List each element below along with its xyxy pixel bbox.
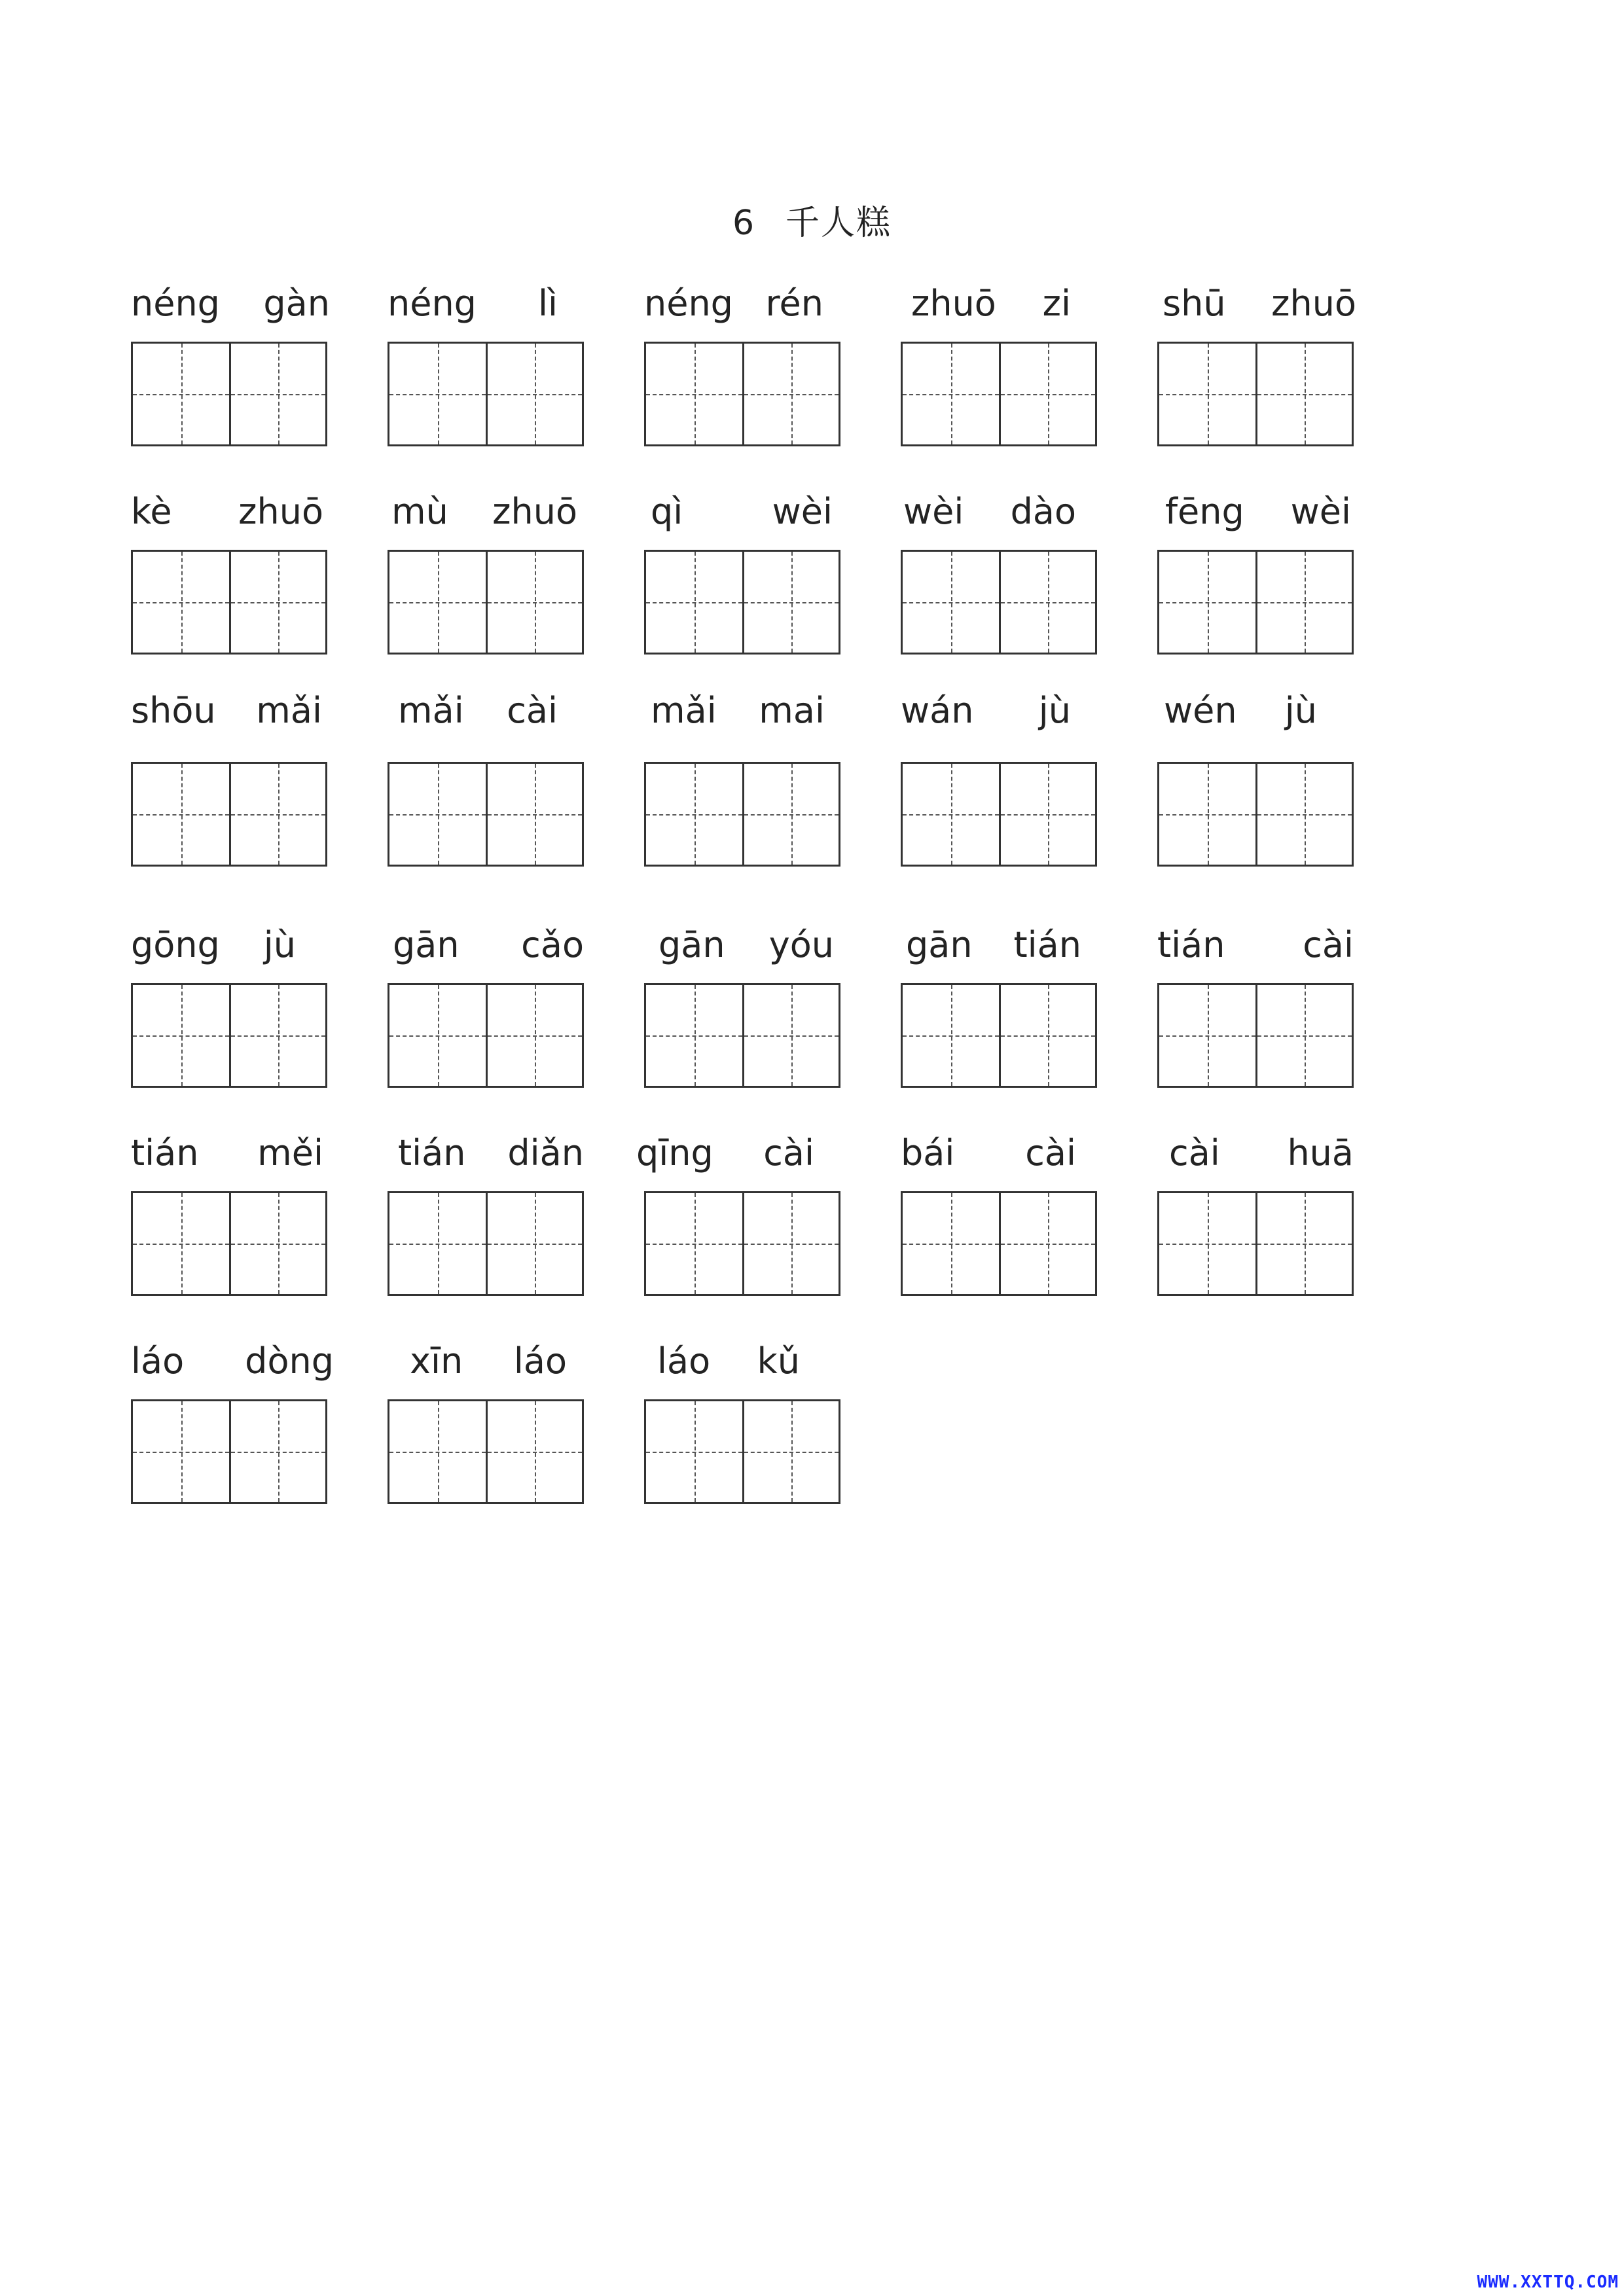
pinyin-label [901, 483, 1100, 535]
pinyin-label [901, 1124, 1100, 1177]
pinyin-syllable-1: tián [398, 1132, 466, 1174]
writing-box-pair[interactable] [1157, 983, 1354, 1088]
pinyin-label [636, 1124, 843, 1177]
writing-cell[interactable] [486, 1193, 582, 1294]
pinyin-label [131, 682, 330, 734]
writing-cell[interactable] [486, 344, 582, 444]
pinyin-syllable-2: rén [765, 283, 823, 324]
pinyin-label [901, 275, 1100, 327]
word-item [644, 916, 843, 1100]
writing-cell[interactable] [1255, 764, 1352, 865]
writing-cell[interactable] [646, 552, 742, 653]
writing-cell[interactable] [229, 764, 325, 865]
writing-cell[interactable] [133, 764, 229, 865]
writing-cell[interactable] [999, 764, 1095, 865]
writing-cell[interactable] [646, 344, 742, 444]
pinyin-syllable-2: cài [763, 1132, 814, 1174]
pinyin-label [131, 916, 330, 969]
pinyin-syllable-1: tián [1157, 924, 1225, 965]
pinyin-label [1157, 275, 1356, 327]
pinyin-syllable-2: diǎn [507, 1132, 584, 1174]
writing-cell[interactable] [999, 552, 1095, 653]
writing-cell[interactable] [486, 764, 582, 865]
writing-box-pair[interactable] [388, 983, 584, 1088]
word-item [644, 1333, 843, 1516]
word-item [901, 916, 1100, 1100]
pinyin-syllable-1: gān [906, 924, 973, 965]
word-row-6 [131, 1333, 1440, 1529]
pinyin-label [644, 916, 843, 969]
pinyin-syllable-2: yóu [768, 924, 834, 965]
pinyin-syllable-2: huā [1287, 1132, 1354, 1174]
writing-box-pair[interactable] [644, 550, 840, 655]
writing-cell[interactable] [903, 764, 999, 865]
pinyin-syllable-2: kǔ [757, 1340, 800, 1382]
pinyin-label [388, 275, 586, 327]
pinyin-syllable-2: jù [263, 924, 296, 965]
writing-cell[interactable] [229, 1401, 325, 1502]
pinyin-label [131, 483, 330, 535]
writing-cell[interactable] [389, 1401, 486, 1502]
pinyin-syllable-1: mǎi [398, 690, 464, 731]
writing-cell[interactable] [389, 552, 486, 653]
writing-box-pair[interactable] [644, 762, 840, 867]
writing-cell[interactable] [1159, 552, 1255, 653]
writing-box-pair[interactable] [1157, 762, 1354, 867]
writing-box-pair[interactable] [1157, 1191, 1354, 1296]
word-item [388, 682, 586, 865]
writing-cell[interactable] [646, 764, 742, 865]
pinyin-label [1157, 682, 1356, 734]
pinyin-syllable-2: zhuō [1271, 283, 1356, 324]
word-row-4 [131, 916, 1440, 1113]
pinyin-syllable-1: gōng [131, 924, 220, 965]
pinyin-label [1157, 483, 1356, 535]
pinyin-label [131, 1333, 334, 1385]
pinyin-syllable-1: láo [131, 1340, 185, 1382]
pinyin-syllable-2: měi [257, 1132, 323, 1174]
pinyin-syllable-1: shōu [131, 690, 216, 731]
pinyin-syllable-2: dòng [245, 1340, 334, 1382]
writing-box-pair[interactable] [388, 342, 584, 446]
writing-box-pair[interactable] [388, 762, 584, 867]
word-item [1157, 682, 1356, 865]
writing-cell[interactable] [903, 552, 999, 653]
pinyin-syllable-1: qì [651, 491, 683, 532]
writing-cell[interactable] [742, 344, 839, 444]
pinyin-label [644, 483, 843, 535]
pinyin-label [131, 275, 330, 327]
word-item [644, 483, 843, 666]
word-item [388, 275, 586, 458]
writing-cell[interactable] [646, 985, 742, 1086]
writing-box-pair[interactable] [1157, 342, 1354, 446]
pinyin-syllable-1: shū [1163, 283, 1226, 324]
writing-cell[interactable] [742, 1401, 839, 1502]
pinyin-syllable-2: láo [513, 1340, 567, 1382]
writing-cell[interactable] [486, 1401, 582, 1502]
word-item [644, 275, 843, 458]
writing-cell[interactable] [1255, 1193, 1352, 1294]
writing-cell[interactable] [1159, 344, 1255, 444]
writing-cell[interactable] [1159, 764, 1255, 865]
word-item [131, 483, 330, 666]
writing-cell[interactable] [903, 985, 999, 1086]
lesson-number: 6 [732, 204, 755, 243]
writing-cell[interactable] [229, 344, 325, 444]
writing-box-pair[interactable] [388, 550, 584, 655]
pinyin-syllable-2: cài [507, 690, 558, 731]
pinyin-syllable-2: cài [1303, 924, 1354, 965]
pinyin-syllable-2: tián [1013, 924, 1081, 965]
word-item [901, 1124, 1100, 1308]
pinyin-label [388, 916, 586, 969]
pinyin-syllable-2: gàn [263, 283, 330, 324]
word-item [1157, 916, 1356, 1100]
pinyin-label [1157, 1124, 1356, 1177]
pinyin-syllable-1: néng [388, 283, 477, 324]
writing-cell[interactable] [229, 1193, 325, 1294]
writing-cell[interactable] [1159, 1193, 1255, 1294]
writing-box-pair[interactable] [644, 342, 840, 446]
writing-box-pair[interactable] [131, 762, 327, 867]
writing-cell[interactable] [1255, 552, 1352, 653]
writing-cell[interactable] [133, 552, 229, 653]
writing-box-pair[interactable] [1157, 550, 1354, 655]
pinyin-syllable-1: wán [901, 690, 974, 731]
pinyin-label [131, 1124, 330, 1177]
pinyin-syllable-1: néng [644, 283, 733, 324]
pinyin-syllable-1: kè [131, 491, 172, 532]
pinyin-syllable-2: cài [1025, 1132, 1076, 1174]
word-item [388, 1124, 586, 1308]
word-row-1 [131, 275, 1440, 471]
writing-cell[interactable] [742, 764, 839, 865]
word-item [131, 1124, 330, 1308]
pinyin-label [1157, 916, 1356, 969]
writing-box-pair[interactable] [131, 550, 327, 655]
pinyin-label [901, 916, 1100, 969]
word-item [1157, 275, 1356, 458]
writing-box-pair[interactable] [131, 983, 327, 1088]
pinyin-syllable-1: mù [391, 491, 448, 532]
pinyin-syllable-2: jù [1284, 690, 1317, 731]
word-item [636, 1124, 843, 1308]
pinyin-syllable-1: néng [131, 283, 220, 324]
page-title [0, 200, 1624, 246]
writing-box-pair[interactable] [901, 1191, 1097, 1296]
writing-cell[interactable] [486, 985, 582, 1086]
pinyin-syllable-1: qīng [636, 1132, 713, 1174]
pinyin-label [644, 275, 843, 327]
pinyin-syllable-2: wèi [1290, 491, 1351, 532]
word-row-2 [131, 483, 1440, 679]
writing-box-pair[interactable] [388, 1399, 584, 1504]
pinyin-label [644, 1333, 843, 1385]
word-row-5 [131, 1124, 1440, 1321]
writing-cell[interactable] [742, 1193, 839, 1294]
pinyin-syllable-1: láo [657, 1340, 711, 1382]
writing-cell[interactable] [133, 344, 229, 444]
word-item [131, 682, 330, 865]
pinyin-syllable-1: wén [1164, 690, 1237, 731]
writing-cell[interactable] [646, 1193, 742, 1294]
writing-cell[interactable] [389, 1193, 486, 1294]
word-item [131, 916, 330, 1100]
pinyin-syllable-2: zi [1042, 283, 1071, 324]
writing-cell[interactable] [999, 1193, 1095, 1294]
pinyin-label [901, 682, 1100, 734]
word-item [901, 483, 1100, 666]
writing-box-pair[interactable] [644, 983, 840, 1088]
pinyin-syllable-2: wèi [772, 491, 833, 532]
word-item [1157, 483, 1356, 666]
site-watermark: WWW.XXTTQ.COM [1477, 2272, 1619, 2292]
pinyin-syllable-1: gān [659, 924, 725, 965]
pinyin-syllable-2: dào [1010, 491, 1076, 532]
writing-box-pair[interactable] [131, 1191, 327, 1296]
writing-cell[interactable] [486, 552, 582, 653]
pinyin-syllable-2: cǎo [521, 924, 584, 965]
word-item [901, 682, 1100, 865]
writing-cell[interactable] [229, 985, 325, 1086]
writing-box-pair[interactable] [644, 1191, 840, 1296]
pinyin-label [388, 1124, 586, 1177]
word-item [644, 682, 843, 865]
writing-cell[interactable] [133, 1193, 229, 1294]
writing-cell[interactable] [389, 985, 486, 1086]
word-row-3 [131, 682, 1440, 878]
writing-box-pair[interactable] [901, 550, 1097, 655]
pinyin-syllable-2: zhuō [492, 491, 577, 532]
word-item [388, 483, 586, 666]
writing-cell[interactable] [389, 344, 486, 444]
lesson-title: 千人糕 [785, 204, 892, 243]
pinyin-syllable-1: bái [901, 1132, 955, 1174]
word-item [901, 275, 1100, 458]
word-item [131, 275, 330, 458]
writing-box-pair[interactable] [901, 342, 1097, 446]
writing-cell[interactable] [133, 1401, 229, 1502]
writing-cell[interactable] [999, 985, 1095, 1086]
word-item [131, 1333, 334, 1516]
pinyin-syllable-1: mǎi [651, 690, 717, 731]
writing-cell[interactable] [742, 985, 839, 1086]
writing-box-pair[interactable] [131, 342, 327, 446]
pinyin-label [644, 682, 843, 734]
pinyin-label [388, 1333, 586, 1385]
writing-box-pair[interactable] [388, 1191, 584, 1296]
writing-box-pair[interactable] [901, 983, 1097, 1088]
writing-cell[interactable] [646, 1401, 742, 1502]
pinyin-syllable-2: mǎi [256, 690, 322, 731]
pinyin-label [388, 483, 586, 535]
pinyin-syllable-1: xīn [410, 1340, 463, 1382]
writing-cell[interactable] [1255, 344, 1352, 444]
writing-cell[interactable] [903, 1193, 999, 1294]
writing-box-pair[interactable] [131, 1399, 327, 1504]
writing-cell[interactable] [999, 344, 1095, 444]
writing-cell[interactable] [742, 552, 839, 653]
writing-cell[interactable] [903, 344, 999, 444]
pinyin-label [388, 682, 586, 734]
writing-cell[interactable] [389, 764, 486, 865]
writing-box-pair[interactable] [644, 1399, 840, 1504]
writing-cell[interactable] [133, 985, 229, 1086]
writing-cell[interactable] [1159, 985, 1255, 1086]
pinyin-syllable-2: zhuō [238, 491, 323, 532]
pinyin-syllable-1: wèi [903, 491, 964, 532]
pinyin-syllable-1: gān [393, 924, 460, 965]
writing-cell[interactable] [229, 552, 325, 653]
pinyin-syllable-1: cài [1169, 1132, 1220, 1174]
writing-cell[interactable] [1255, 985, 1352, 1086]
pinyin-syllable-1: fēng [1165, 491, 1244, 532]
pinyin-syllable-2: mai [759, 690, 825, 731]
writing-box-pair[interactable] [901, 762, 1097, 867]
pinyin-syllable-2: lì [537, 283, 558, 324]
word-item [388, 916, 586, 1100]
word-item [388, 1333, 586, 1516]
pinyin-syllable-2: jù [1038, 690, 1071, 731]
pinyin-syllable-1: zhuō [911, 283, 996, 324]
pinyin-syllable-1: tián [131, 1132, 199, 1174]
word-item [1157, 1124, 1356, 1308]
